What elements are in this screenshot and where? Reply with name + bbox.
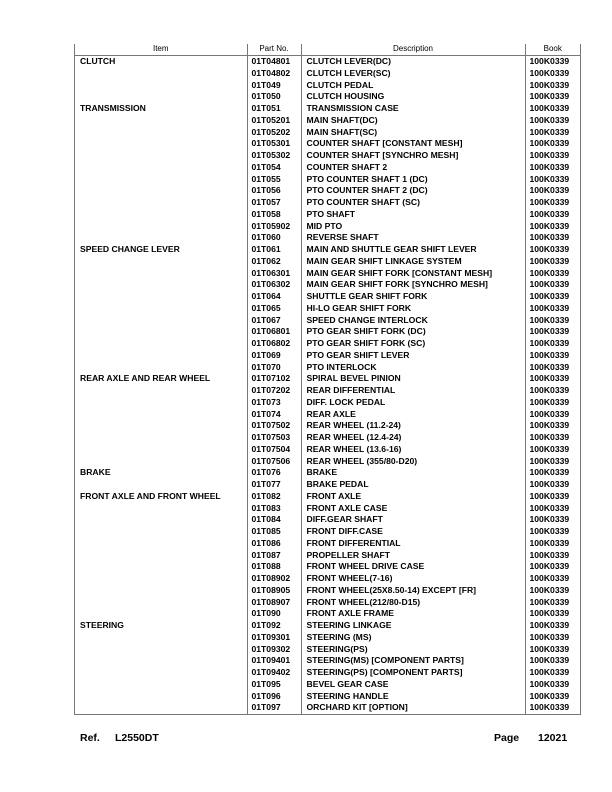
page-label: Page [494, 732, 520, 744]
row-item-category [75, 268, 247, 280]
row-item-category [75, 362, 247, 374]
table-row [75, 115, 580, 127]
row-description: FRONT WHEEL(25X8.50-14) EXCEPT [FR] [301, 585, 525, 597]
row-book-number: 100K0339 [525, 573, 580, 585]
row-part-number: 01T083 [247, 503, 301, 515]
row-description: FRONT DIFF.CASE [301, 526, 525, 538]
row-part-number: 01T061 [247, 244, 301, 256]
row-item-category: TRANSMISSION [80, 103, 146, 113]
row-item-category [75, 397, 247, 409]
row-part-number: 01T07506 [247, 456, 301, 468]
row-book-number: 100K0339 [525, 467, 580, 479]
table-row [75, 420, 580, 432]
table-row [75, 56, 580, 68]
row-item-category [75, 608, 247, 620]
row-description: REAR WHEEL (11.2-24) [301, 420, 525, 432]
row-book-number: 100K0339 [525, 291, 580, 303]
row-part-number: 01T088 [247, 561, 301, 573]
row-description: MAIN GEAR SHIFT FORK [SYNCHRO MESH] [301, 279, 525, 291]
row-book-number: 100K0339 [525, 303, 580, 315]
row-part-number: 01T08905 [247, 585, 301, 597]
row-description: CLUTCH LEVER(SC) [301, 68, 525, 80]
row-description: PTO COUNTER SHAFT (SC) [301, 197, 525, 209]
row-description: CLUTCH LEVER(DC) [301, 56, 525, 68]
row-item-category [75, 303, 247, 315]
table-row [75, 397, 580, 409]
row-description: PTO GEAR SHIFT FORK (DC) [301, 326, 525, 338]
row-description: PTO GEAR SHIFT LEVER [301, 350, 525, 362]
row-part-number: 01T07504 [247, 444, 301, 456]
row-part-number: 01T086 [247, 538, 301, 550]
row-part-number: 01T07102 [247, 373, 301, 385]
row-book-number: 100K0339 [525, 491, 580, 503]
table-row [75, 702, 580, 714]
row-description: PROPELLER SHAFT [301, 550, 525, 562]
table-row [75, 409, 580, 421]
table-row [75, 174, 580, 186]
table-row [75, 127, 580, 139]
row-book-number: 100K0339 [525, 174, 580, 186]
row-description: SHUTTLE GEAR SHIFT FORK [301, 291, 525, 303]
row-book-number: 100K0339 [525, 702, 580, 714]
row-book-number: 100K0339 [525, 268, 580, 280]
row-description: PTO COUNTER SHAFT 2 (DC) [301, 185, 525, 197]
table-row [75, 679, 580, 691]
row-book-number: 100K0339 [525, 115, 580, 127]
row-description: REAR DIFFERENTIAL [301, 385, 525, 397]
row-item-category [75, 538, 247, 550]
row-part-number: 01T05202 [247, 127, 301, 139]
row-item-category [75, 385, 247, 397]
table-row [75, 573, 580, 585]
row-book-number: 100K0339 [525, 162, 580, 174]
table-row [75, 526, 580, 538]
row-description: STEERING(PS) [COMPONENT PARTS] [301, 667, 525, 679]
table-row [75, 597, 580, 609]
row-description: PTO GEAR SHIFT FORK (SC) [301, 338, 525, 350]
row-item-category [75, 68, 247, 80]
row-item-category [75, 444, 247, 456]
row-book-number: 100K0339 [525, 91, 580, 103]
table-row [75, 467, 580, 479]
row-description: FRONT WHEEL(212/80-D15) [301, 597, 525, 609]
row-book-number: 100K0339 [525, 608, 580, 620]
table-row [75, 68, 580, 80]
row-part-number: 01T070 [247, 362, 301, 374]
row-item-category [75, 420, 247, 432]
row-item-category [75, 150, 247, 162]
row-item-category [75, 632, 247, 644]
row-item-category [75, 326, 247, 338]
row-description: STEERING HANDLE [301, 691, 525, 703]
row-book-number: 100K0339 [525, 197, 580, 209]
row-part-number: 01T077 [247, 479, 301, 491]
row-description: MAIN SHAFT(SC) [301, 127, 525, 139]
row-book-number: 100K0339 [525, 138, 580, 150]
row-book-number: 100K0339 [525, 350, 580, 362]
table-row [75, 303, 580, 315]
table-row [75, 608, 580, 620]
row-item-category [75, 209, 247, 221]
table-row [75, 256, 580, 268]
row-part-number: 01T074 [247, 409, 301, 421]
row-part-number: 01T06302 [247, 279, 301, 291]
row-part-number: 01T09402 [247, 667, 301, 679]
row-book-number: 100K0339 [525, 209, 580, 221]
row-item-category [75, 338, 247, 350]
table-row [75, 514, 580, 526]
row-book-number: 100K0339 [525, 185, 580, 197]
row-description: PTO COUNTER SHAFT 1 (DC) [301, 174, 525, 186]
row-description: STEERING(PS) [301, 644, 525, 656]
row-description: MAIN AND SHUTTLE GEAR SHIFT LEVER [301, 244, 525, 256]
row-description: STEERING(MS) [COMPONENT PARTS] [301, 655, 525, 667]
table-row [75, 550, 580, 562]
row-item-category [75, 221, 247, 233]
row-part-number: 01T06801 [247, 326, 301, 338]
row-part-number: 01T049 [247, 80, 301, 92]
row-item-category [75, 432, 247, 444]
row-part-number: 01T08907 [247, 597, 301, 609]
row-book-number: 100K0339 [525, 514, 580, 526]
row-description: BEVEL GEAR CASE [301, 679, 525, 691]
header-item: Item [75, 44, 247, 56]
row-description: CLUTCH PEDAL [301, 80, 525, 92]
row-part-number: 01T09401 [247, 655, 301, 667]
row-item-category: CLUTCH [80, 56, 116, 66]
row-part-number: 01T097 [247, 702, 301, 714]
row-book-number: 100K0339 [525, 373, 580, 385]
row-description: FRONT AXLE CASE [301, 503, 525, 515]
table-row [75, 456, 580, 468]
row-book-number: 100K0339 [525, 232, 580, 244]
table-row [75, 291, 580, 303]
row-part-number: 01T056 [247, 185, 301, 197]
row-part-number: 01T07502 [247, 420, 301, 432]
row-description: BRAKE PEDAL [301, 479, 525, 491]
row-book-number: 100K0339 [525, 644, 580, 656]
row-book-number: 100K0339 [525, 221, 580, 233]
row-part-number: 01T07503 [247, 432, 301, 444]
row-book-number: 100K0339 [525, 503, 580, 515]
row-book-number: 100K0339 [525, 620, 580, 632]
parts-index-table [75, 44, 580, 714]
row-book-number: 100K0339 [525, 667, 580, 679]
row-part-number: 01T054 [247, 162, 301, 174]
row-part-number: 01T058 [247, 209, 301, 221]
row-book-number: 100K0339 [525, 326, 580, 338]
row-book-number: 100K0339 [525, 655, 580, 667]
row-book-number: 100K0339 [525, 127, 580, 139]
row-description: COUNTER SHAFT 2 [301, 162, 525, 174]
row-item-category [75, 573, 247, 585]
row-description: COUNTER SHAFT [CONSTANT MESH] [301, 138, 525, 150]
row-part-number: 01T076 [247, 467, 301, 479]
table-row [75, 150, 580, 162]
row-item-category [75, 185, 247, 197]
row-description: TRANSMISSION CASE [301, 103, 525, 115]
row-description: FRONT WHEEL DRIVE CASE [301, 561, 525, 573]
row-book-number: 100K0339 [525, 597, 580, 609]
row-item-category [75, 174, 247, 186]
row-item-category [75, 526, 247, 538]
row-book-number: 100K0339 [525, 479, 580, 491]
row-item-category [75, 585, 247, 597]
row-item-category [75, 291, 247, 303]
table-row [75, 350, 580, 362]
row-item-category [75, 91, 247, 103]
row-item-category [75, 597, 247, 609]
row-book-number: 100K0339 [525, 385, 580, 397]
row-part-number: 01T084 [247, 514, 301, 526]
row-item-category [75, 80, 247, 92]
header-description: Description [301, 44, 525, 56]
row-description: DIFF. LOCK PEDAL [301, 397, 525, 409]
row-book-number: 100K0339 [525, 432, 580, 444]
row-item-category: STEERING [80, 620, 124, 630]
row-book-number: 100K0339 [525, 456, 580, 468]
row-part-number: 01T073 [247, 397, 301, 409]
row-part-number: 01T065 [247, 303, 301, 315]
row-item-category [75, 679, 247, 691]
row-description: MAIN GEAR SHIFT FORK [CONSTANT MESH] [301, 268, 525, 280]
table-row [75, 221, 580, 233]
row-book-number: 100K0339 [525, 550, 580, 562]
row-item-category [75, 138, 247, 150]
row-part-number: 01T064 [247, 291, 301, 303]
header-part-no: Part No. [247, 44, 301, 56]
table-row [75, 479, 580, 491]
row-item-category [75, 550, 247, 562]
row-item-category [75, 456, 247, 468]
row-book-number: 100K0339 [525, 561, 580, 573]
table-row [75, 655, 580, 667]
row-item-category: FRONT AXLE AND FRONT WHEEL [80, 490, 221, 501]
row-description: COUNTER SHAFT [SYNCHRO MESH] [301, 150, 525, 162]
row-item-category [75, 409, 247, 421]
table-row [75, 91, 580, 103]
table-row [75, 209, 580, 221]
table-row [75, 103, 580, 115]
row-description: CLUTCH HOUSING [301, 91, 525, 103]
row-description: PTO SHAFT [301, 209, 525, 221]
row-item-category [75, 655, 247, 667]
row-description: REAR WHEEL (13.6-16) [301, 444, 525, 456]
row-description: STEERING (MS) [301, 632, 525, 644]
table-row [75, 432, 580, 444]
row-description: REAR AXLE [301, 409, 525, 421]
table-row [75, 197, 580, 209]
row-description: FRONT DIFFERENTIAL [301, 538, 525, 550]
table-row [75, 162, 580, 174]
row-part-number: 01T07202 [247, 385, 301, 397]
row-description: HI-LO GEAR SHIFT FORK [301, 303, 525, 315]
table-row [75, 667, 580, 679]
page-footer [80, 732, 576, 746]
row-book-number: 100K0339 [525, 338, 580, 350]
row-book-number: 100K0339 [525, 103, 580, 115]
row-description: MAIN SHAFT(DC) [301, 115, 525, 127]
table-row [75, 632, 580, 644]
row-part-number: 01T06802 [247, 338, 301, 350]
row-part-number: 01T055 [247, 174, 301, 186]
row-book-number: 100K0339 [525, 362, 580, 374]
row-part-number: 01T050 [247, 91, 301, 103]
row-item-category [75, 197, 247, 209]
row-item-category: REAR AXLE AND REAR WHEEL [80, 373, 211, 384]
table-row [75, 538, 580, 550]
row-part-number: 01T09301 [247, 632, 301, 644]
row-description: MID PTO [301, 221, 525, 233]
row-part-number: 01T096 [247, 691, 301, 703]
row-book-number: 100K0339 [525, 585, 580, 597]
row-description: REAR WHEEL (12.4-24) [301, 432, 525, 444]
row-item-category [75, 232, 247, 244]
row-book-number: 100K0339 [525, 244, 580, 256]
table-row [75, 585, 580, 597]
table-row [75, 80, 580, 92]
row-book-number: 100K0339 [525, 68, 580, 80]
parts-index-table-container [74, 44, 581, 715]
row-part-number: 01T085 [247, 526, 301, 538]
row-description: FRONT AXLE FRAME [301, 608, 525, 620]
row-book-number: 100K0339 [525, 444, 580, 456]
row-book-number: 100K0339 [525, 150, 580, 162]
row-item-category [75, 691, 247, 703]
row-book-number: 100K0339 [525, 256, 580, 268]
table-row [75, 232, 580, 244]
row-description: STEERING LINKAGE [301, 620, 525, 632]
row-book-number: 100K0339 [525, 279, 580, 291]
row-book-number: 100K0339 [525, 679, 580, 691]
row-part-number: 01T090 [247, 608, 301, 620]
row-item-category [75, 256, 247, 268]
row-part-number: 01T082 [247, 491, 301, 503]
table-row [75, 244, 580, 256]
row-description: BRAKE [301, 467, 525, 479]
row-part-number: 01T05301 [247, 138, 301, 150]
table-row [75, 503, 580, 515]
row-part-number: 01T087 [247, 550, 301, 562]
row-part-number: 01T05302 [247, 150, 301, 162]
row-item-category [75, 350, 247, 362]
row-part-number: 01T092 [247, 620, 301, 632]
row-item-category [75, 479, 247, 491]
row-description: SPIRAL BEVEL PINION [301, 373, 525, 385]
table-row [75, 338, 580, 350]
table-row [75, 362, 580, 374]
row-part-number: 01T04802 [247, 68, 301, 80]
row-part-number: 01T04801 [247, 56, 301, 68]
ref-label: Ref. [80, 732, 100, 744]
row-description: FRONT AXLE [301, 491, 525, 503]
table-row [75, 691, 580, 703]
row-part-number: 01T095 [247, 679, 301, 691]
row-description: SPEED CHANGE INTERLOCK [301, 315, 525, 327]
row-book-number: 100K0339 [525, 409, 580, 421]
row-book-number: 100K0339 [525, 397, 580, 409]
row-item-category: SPEED CHANGE LEVER [80, 244, 180, 254]
table-row [75, 385, 580, 397]
row-description: REVERSE SHAFT [301, 232, 525, 244]
row-part-number: 01T08902 [247, 573, 301, 585]
table-row [75, 444, 580, 456]
row-description: FRONT WHEEL(7-16) [301, 573, 525, 585]
row-description: DIFF.GEAR SHAFT [301, 514, 525, 526]
row-item-category [75, 667, 247, 679]
table-row [75, 315, 580, 327]
row-item-category: BRAKE [80, 467, 111, 478]
row-book-number: 100K0339 [525, 80, 580, 92]
row-part-number: 01T06301 [247, 268, 301, 280]
table-row [75, 620, 580, 632]
row-item-category [75, 279, 247, 291]
row-description: MAIN GEAR SHIFT LINKAGE SYSTEM [301, 256, 525, 268]
table-row [75, 561, 580, 573]
row-part-number: 01T067 [247, 315, 301, 327]
header-book: Book [525, 44, 580, 56]
row-part-number: 01T069 [247, 350, 301, 362]
row-item-category [75, 115, 247, 127]
row-book-number: 100K0339 [525, 315, 580, 327]
row-item-category [75, 127, 247, 139]
row-book-number: 100K0339 [525, 691, 580, 703]
table-header-row [75, 44, 580, 56]
row-part-number: 01T09302 [247, 644, 301, 656]
row-book-number: 100K0339 [525, 526, 580, 538]
table-row [75, 326, 580, 338]
row-part-number: 01T062 [247, 256, 301, 268]
row-description: ORCHARD KIT [OPTION] [301, 702, 525, 714]
row-part-number: 01T05201 [247, 115, 301, 127]
row-item-category [75, 315, 247, 327]
row-book-number: 100K0339 [525, 538, 580, 550]
table-row [75, 268, 580, 280]
row-description: REAR WHEEL (355/80-D20) [301, 456, 525, 468]
row-item-category [75, 514, 247, 526]
row-item-category [75, 162, 247, 174]
row-part-number: 01T057 [247, 197, 301, 209]
table-row [75, 491, 580, 503]
table-row [75, 138, 580, 150]
model-reference: L2550DT [115, 732, 159, 744]
row-item-category [75, 503, 247, 515]
row-item-category [75, 702, 247, 714]
page-number: 12021 [538, 732, 568, 744]
table-row [75, 373, 580, 385]
row-description: PTO INTERLOCK [301, 362, 525, 374]
row-part-number: 01T060 [247, 232, 301, 244]
row-book-number: 100K0339 [525, 56, 580, 68]
row-book-number: 100K0339 [525, 632, 580, 644]
row-part-number: 01T051 [247, 103, 301, 115]
table-row [75, 279, 580, 291]
row-book-number: 100K0339 [525, 420, 580, 432]
row-item-category [75, 644, 247, 656]
table-body [75, 56, 580, 715]
table-row [75, 185, 580, 197]
table-row [75, 644, 580, 656]
row-item-category [75, 561, 247, 573]
row-part-number: 01T05902 [247, 221, 301, 233]
